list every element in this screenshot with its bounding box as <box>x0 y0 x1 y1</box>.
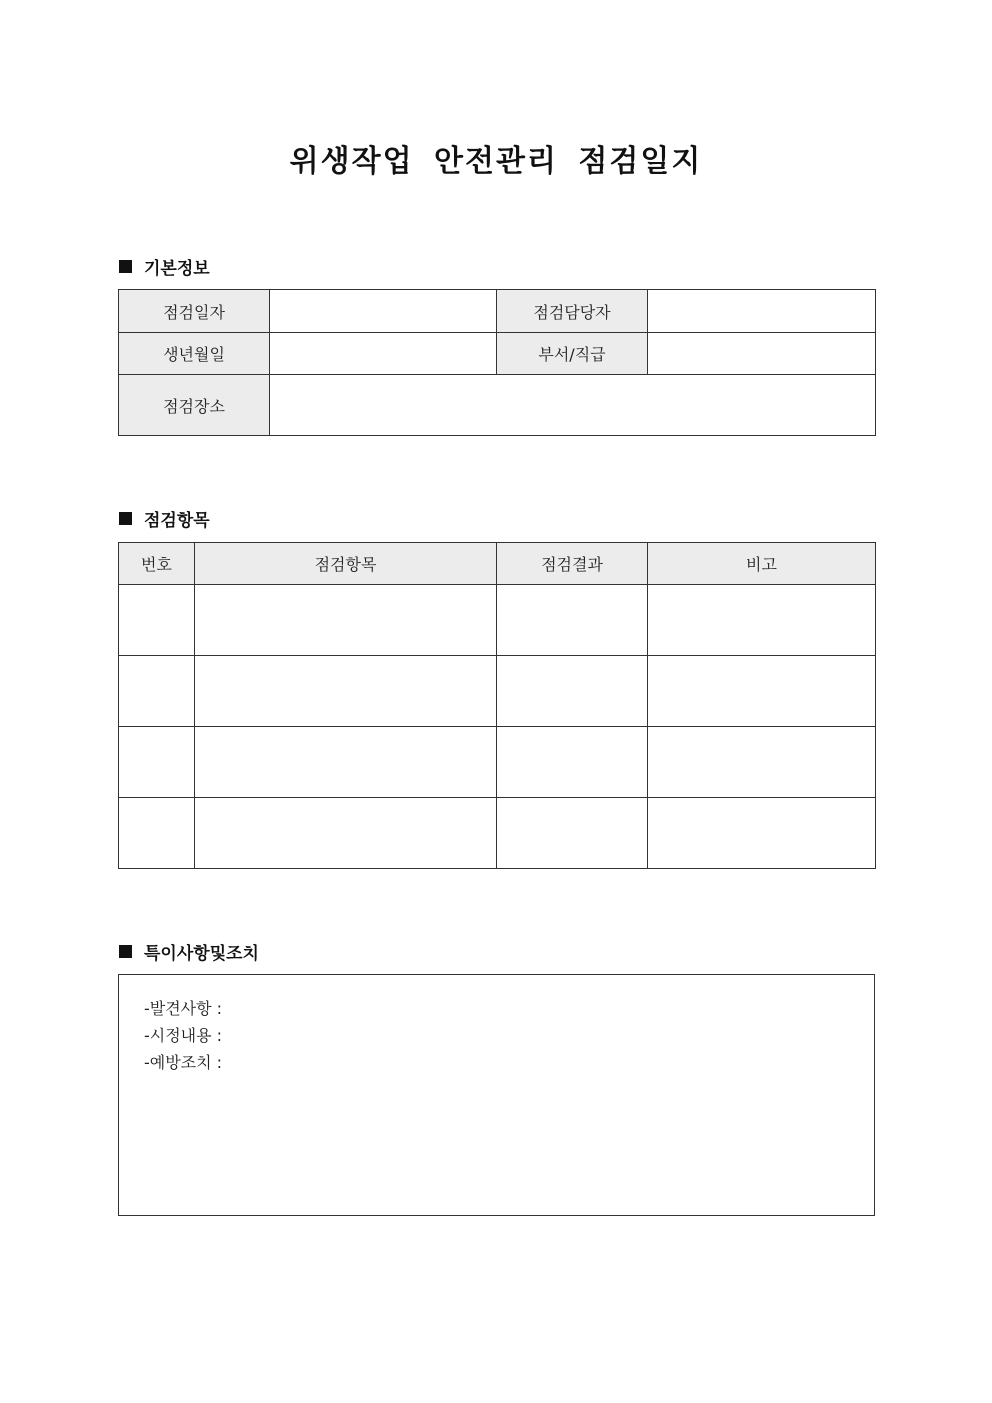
birth-date-label: 생년월일 <box>119 333 270 375</box>
cell-check-item[interactable] <box>195 656 497 727</box>
cell-number[interactable] <box>119 727 195 798</box>
inspector-label: 점검담당자 <box>497 290 648 333</box>
check-items-heading-text: 점검항목 <box>144 511 210 531</box>
inspection-place-field[interactable] <box>270 375 876 436</box>
cell-check-result[interactable] <box>497 656 648 727</box>
table-row <box>119 656 876 727</box>
table-row <box>119 798 876 869</box>
cell-number[interactable] <box>119 656 195 727</box>
cell-remarks[interactable] <box>648 727 876 798</box>
cell-check-item[interactable] <box>195 798 497 869</box>
cell-remarks[interactable] <box>648 798 876 869</box>
inspector-field[interactable] <box>648 290 876 333</box>
document-title: 위생작업 안전관리 점검일지 <box>289 144 703 179</box>
cell-check-result[interactable] <box>497 727 648 798</box>
inspection-date-field[interactable] <box>270 290 497 333</box>
department-position-label: 부서/직급 <box>497 333 648 375</box>
basic-info-heading-text: 기본정보 <box>144 259 210 279</box>
header-number: 번호 <box>119 543 195 585</box>
notes-lines <box>144 995 222 1076</box>
header-check-item: 점검항목 <box>195 543 497 585</box>
cell-remarks[interactable] <box>648 656 876 727</box>
table-row <box>119 727 876 798</box>
square-bullet-icon <box>119 260 132 273</box>
inspection-place-label: 점검장소 <box>119 375 270 436</box>
inspection-date-label: 점검일자 <box>119 290 270 333</box>
cell-check-result[interactable] <box>497 798 648 869</box>
cell-check-item[interactable] <box>195 727 497 798</box>
header-remarks: 비고 <box>648 543 876 585</box>
basic-info-heading <box>119 254 210 279</box>
basic-info-row <box>119 375 876 436</box>
notes-heading-text: 특이사항및조치 <box>144 944 259 964</box>
prevention-line: -예방조치 : <box>144 1053 223 1072</box>
basic-info-row <box>119 333 876 375</box>
table-header-row <box>119 543 876 585</box>
cell-check-item[interactable] <box>195 585 497 656</box>
square-bullet-icon <box>119 512 132 525</box>
header-check-result: 점검결과 <box>497 543 648 585</box>
cell-remarks[interactable] <box>648 585 876 656</box>
table-row <box>119 585 876 656</box>
square-bullet-icon <box>119 945 132 958</box>
basic-info-row <box>119 290 876 333</box>
department-position-field[interactable] <box>648 333 876 375</box>
basic-info-table <box>118 289 876 436</box>
check-items-heading <box>119 506 210 531</box>
correction-line: -시정내용 : <box>144 1026 223 1045</box>
cell-number[interactable] <box>119 798 195 869</box>
notes-box[interactable] <box>118 974 875 1216</box>
birth-date-field[interactable] <box>270 333 497 375</box>
cell-check-result[interactable] <box>497 585 648 656</box>
finding-line: -발견사항 : <box>144 999 223 1018</box>
cell-number[interactable] <box>119 585 195 656</box>
check-items-table <box>118 542 876 869</box>
notes-heading <box>119 939 259 964</box>
